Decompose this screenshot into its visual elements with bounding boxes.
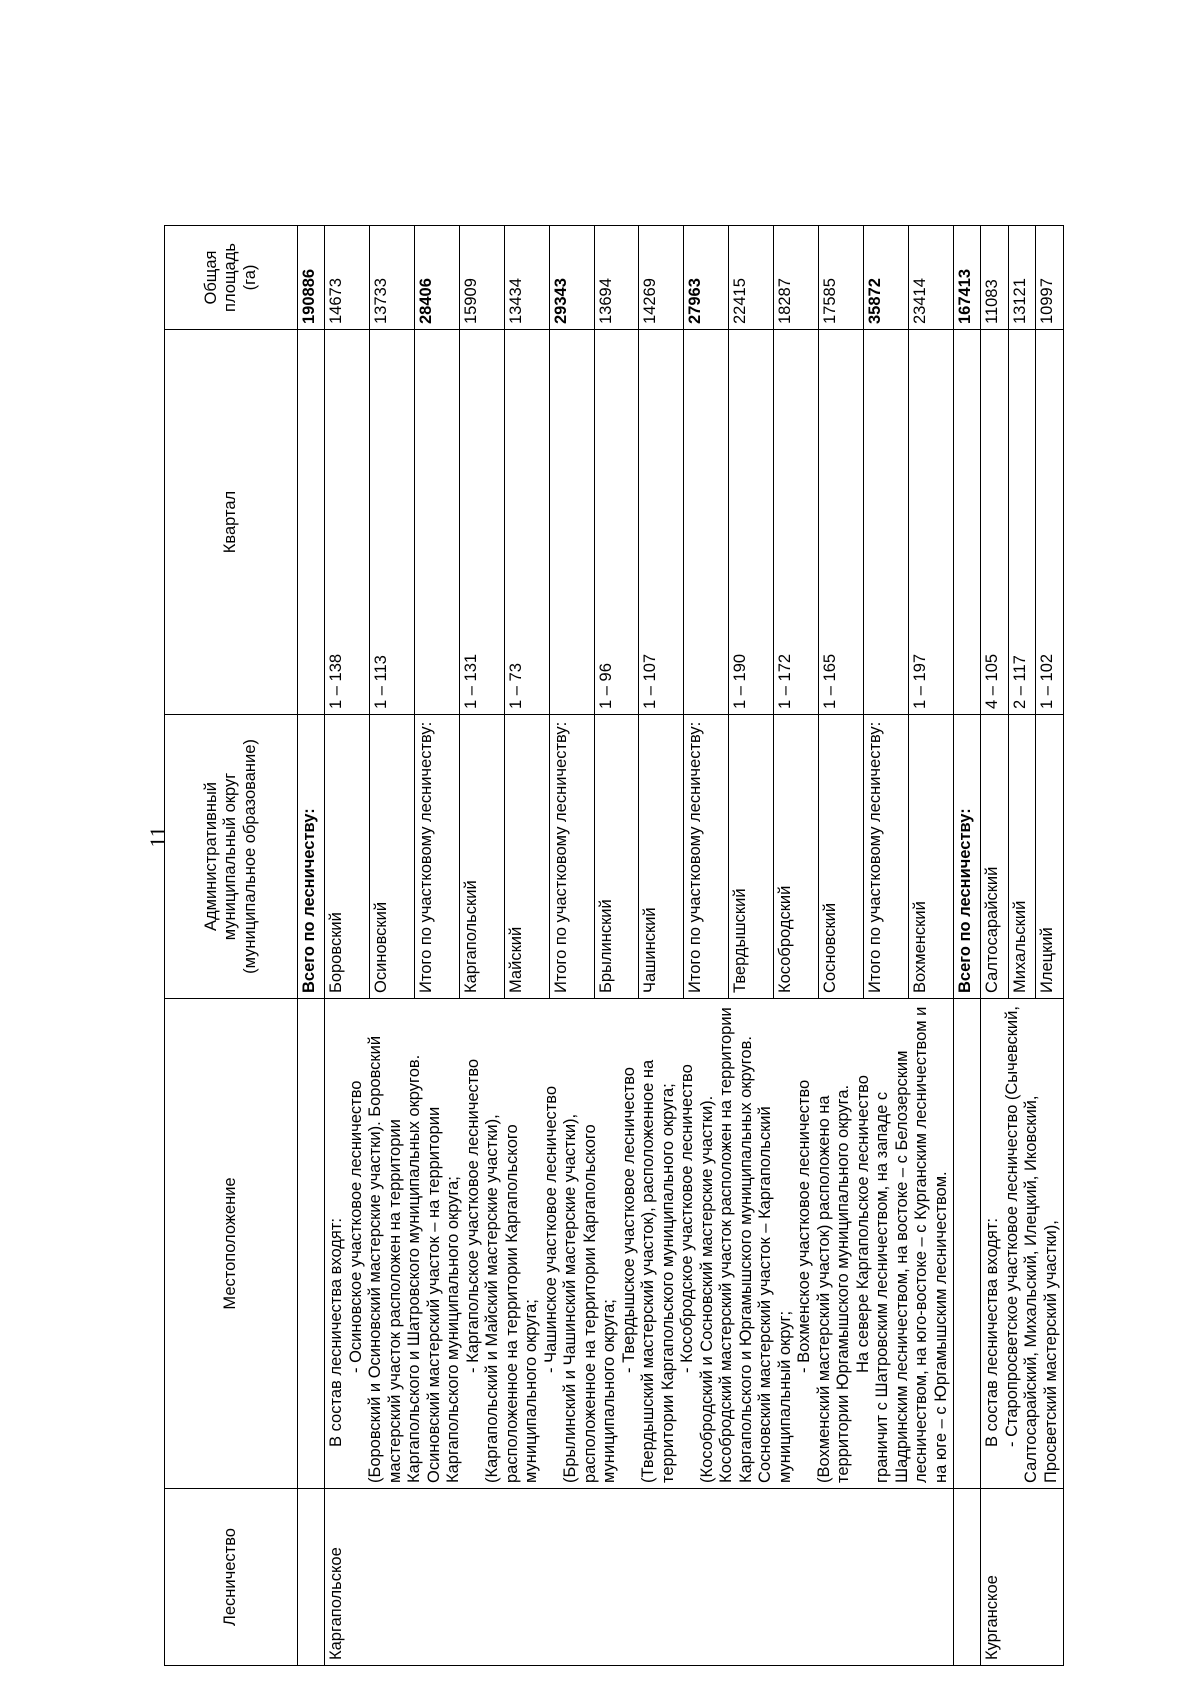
rotated-table-container bbox=[164, 226, 1184, 1666]
district-cell: Майский bbox=[504, 715, 549, 999]
quarter-cell: 1 – 197 bbox=[908, 330, 953, 715]
area-cell: 10997 bbox=[1036, 226, 1064, 330]
quarter-cell: 1 – 96 bbox=[594, 330, 639, 715]
area-cell: 13733 bbox=[369, 226, 414, 330]
kurgan-description bbox=[981, 999, 1064, 1489]
description-paragraph: - Осиновское участковое лесничество (Боровский и Осиновский мастерские участки). Боровский мастерский участок расположен на территории Каргапольского и Шатровского муниципальных округов. Осиновский мастерский участок – на территории Каргапольского муниципального округа; bbox=[346, 1035, 462, 1483]
header-quarter: Квартал bbox=[165, 330, 298, 715]
area-cell: 28406 bbox=[414, 226, 459, 330]
table-row bbox=[325, 226, 370, 1666]
district-cell: Салтосарайский bbox=[981, 715, 1009, 999]
area-cell: 29343 bbox=[549, 226, 594, 330]
table-row bbox=[981, 226, 1009, 1666]
header-area: Общая площадь (га) bbox=[165, 226, 298, 330]
area-cell: 13694 bbox=[594, 226, 639, 330]
header-location: Местоположение bbox=[165, 999, 298, 1489]
description-paragraph: В состав лесничества входят: bbox=[983, 1217, 1001, 1447]
district-cell: Михальский bbox=[1008, 715, 1036, 999]
district-cell: Итого по участковому лесничеству: bbox=[864, 715, 909, 999]
district-cell: Итого по участковому лесничеству: bbox=[414, 715, 459, 999]
header-row bbox=[165, 226, 298, 1666]
area-cell: 22415 bbox=[729, 226, 774, 330]
district-cell: Брылинский bbox=[594, 715, 639, 999]
forestry-name-kargopol: Каргапольское bbox=[325, 1489, 954, 1666]
area-cell: 18287 bbox=[774, 226, 819, 330]
kargopol-total-row bbox=[298, 226, 325, 1666]
area-cell: 11083 bbox=[981, 226, 1009, 330]
area-cell: 27963 bbox=[684, 226, 729, 330]
district-cell: Чашинский bbox=[639, 715, 684, 999]
quarter-cell: 2 – 117 bbox=[1008, 330, 1036, 715]
quarter-cell bbox=[549, 330, 594, 715]
forestry-table bbox=[164, 225, 1064, 1666]
quarter-cell bbox=[864, 330, 909, 715]
district-cell: Твердышский bbox=[729, 715, 774, 999]
kargopol-total-area: 190886 bbox=[298, 226, 325, 330]
description-paragraph: На севере Каргапольское лесничество граничит с Шатровским лесничеством, на западе с Шадринским лесничеством, на востоке – с Белозерским лесничеством, на юго-востоке – с Курганским лесничеством и на юге – с Юргамышским лесничеством. bbox=[853, 1006, 950, 1483]
district-cell: Кособродский bbox=[774, 715, 819, 999]
description-paragraph: В состав лесничества входят: bbox=[327, 1217, 345, 1447]
area-cell: 13434 bbox=[504, 226, 549, 330]
quarter-cell: 1 – 113 bbox=[369, 330, 414, 715]
area-cell: 23414 bbox=[908, 226, 953, 330]
area-cell: 14673 bbox=[325, 226, 370, 330]
area-cell: 15909 bbox=[459, 226, 504, 330]
description-paragraph: - Каргапольское участковое лесничество (Каргапольский и Майский мастерские участки), расположенное на территории Каргапольского муниципального округа; bbox=[463, 1058, 540, 1483]
description-paragraph: - Старопросветское участковое лесничество (Сычевский, Салтосарайский, Михальский, Илецкий, Иковский, Просветский мастерский участки), bbox=[1002, 1006, 1060, 1483]
district-cell: Итого по участковому лесничеству: bbox=[684, 715, 729, 999]
district-cell: Осиновский bbox=[369, 715, 414, 999]
quarter-cell: 1 – 102 bbox=[1036, 330, 1064, 715]
quarter-cell: 1 – 138 bbox=[325, 330, 370, 715]
header-district: Административный муниципальный округ (муниципальное образование) bbox=[165, 715, 298, 999]
district-cell: Итого по участковому лесничеству: bbox=[549, 715, 594, 999]
header-forestry: Лесничество bbox=[165, 1489, 298, 1666]
description-paragraph: - Кособродское участковое лесничество (Кособродский и Сосновский мастерские участки). Кособродский мастерский участок расположен на территории Каргапольского и Юргамышского муниципальных округов. Сосновский мастерский участок – Каргапольский муниципальный округ; bbox=[678, 1007, 794, 1483]
kargopol-description bbox=[325, 999, 954, 1489]
district-cell: Сосновский bbox=[819, 715, 864, 999]
description-paragraph: - Чашинское участковое лесничество (Брылинский и Чашинский мастерские участки), расположенное на территории Каргапольского муниципального округа; bbox=[541, 1085, 618, 1483]
area-cell: 14269 bbox=[639, 226, 684, 330]
page-number: 11 bbox=[145, 826, 170, 848]
area-cell: 17585 bbox=[819, 226, 864, 330]
district-cell: Каргапольский bbox=[459, 715, 504, 999]
kurgan-total-row bbox=[954, 226, 981, 1666]
district-cell: Боровский bbox=[325, 715, 370, 999]
quarter-cell: 1 – 131 bbox=[459, 330, 504, 715]
forestry-name-kurgan: Курганское bbox=[981, 1489, 1064, 1666]
description-paragraph: - Твердышское участковое лесничество (Твердышский мастерский участок), расположенное на территории Каргапольского муниципального округа; bbox=[619, 1059, 677, 1483]
district-cell: Вохменский bbox=[908, 715, 953, 999]
quarter-cell: 4 – 105 bbox=[981, 330, 1009, 715]
description-paragraph: - Вохменское участковое лесничество (Вохменский мастерский участок) расположено на территории Юргамышского муниципального округа. bbox=[795, 1079, 852, 1483]
kurgan-total-area: 167413 bbox=[954, 226, 981, 330]
quarter-cell: 1 – 165 bbox=[819, 330, 864, 715]
district-cell: Илецкий bbox=[1036, 715, 1064, 999]
quarter-cell: 1 – 107 bbox=[639, 330, 684, 715]
quarter-cell: 1 – 73 bbox=[504, 330, 549, 715]
kargopol-total-label: Всего по лесничеству: bbox=[298, 715, 325, 999]
quarter-cell bbox=[684, 330, 729, 715]
area-cell: 35872 bbox=[864, 226, 909, 330]
quarter-cell: 1 – 172 bbox=[774, 330, 819, 715]
quarter-cell: 1 – 190 bbox=[729, 330, 774, 715]
quarter-cell bbox=[414, 330, 459, 715]
area-cell: 13121 bbox=[1008, 226, 1036, 330]
kurgan-total-label: Всего по лесничеству: bbox=[954, 715, 981, 999]
